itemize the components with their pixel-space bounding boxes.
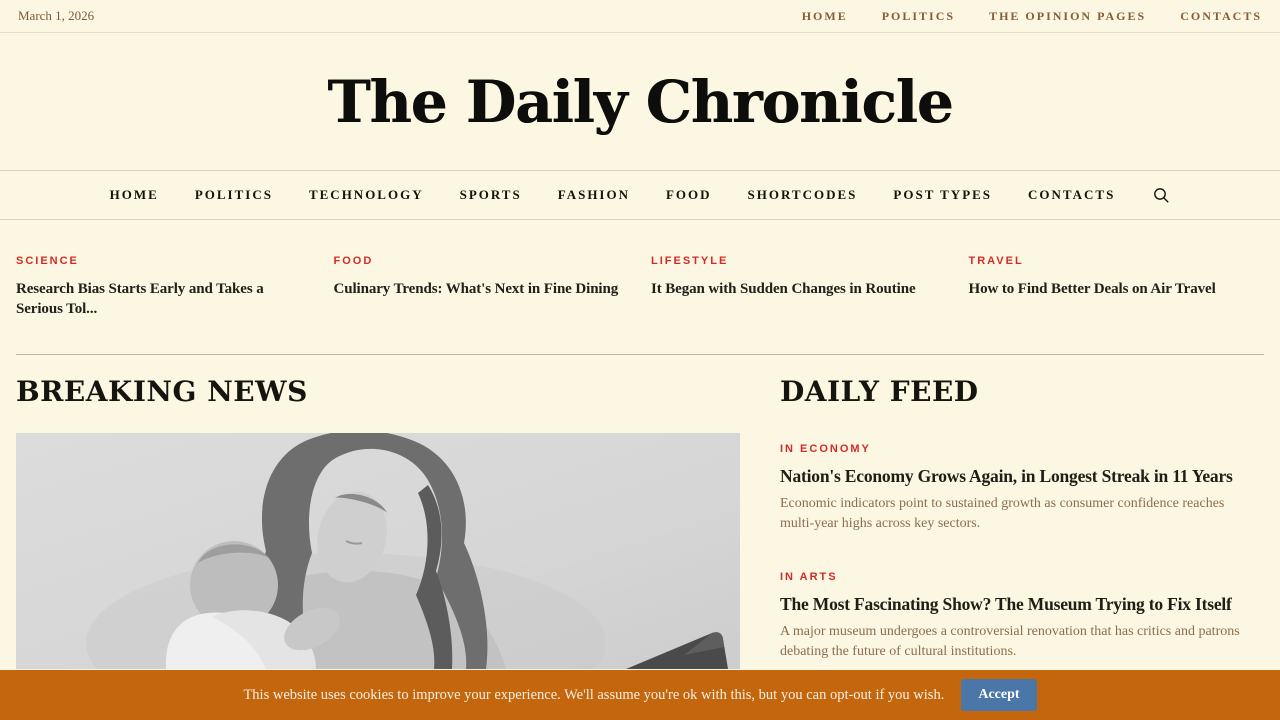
featured-card-travel (969, 251, 1265, 320)
category-link-arts[interactable]: IN ARTS (780, 570, 838, 583)
featured-card-science (16, 251, 312, 320)
nav-sports[interactable]: SPORTS (459, 187, 522, 202)
nav-home[interactable]: HOME (109, 187, 159, 202)
top-utility-bar (0, 0, 1280, 33)
featured-strip (0, 220, 1280, 335)
section-divider (16, 354, 1264, 355)
top-nav-home[interactable]: HOME (801, 8, 848, 23)
category-link-food[interactable]: FOOD (333, 255, 374, 267)
daily-feed-section (780, 375, 1264, 669)
feed-excerpt: A major museum undergoes a controversial renovation that has critics and patrons debating the future of cultural institutions. (780, 623, 1240, 659)
site-title[interactable]: The Daily Chronicle (327, 67, 953, 136)
daily-feed-heading: DAILY FEED (780, 375, 979, 408)
masthead (0, 33, 1280, 170)
featured-headline[interactable]: How to Find Better Deals on Air Travel (968, 281, 1216, 297)
feed-excerpt: Economic indicators point to sustained growth as consumer confidence reaches multi-year highs across key sectors. (780, 496, 1225, 531)
featured-headline[interactable]: Culinary Trends: What's Next in Fine Dining (333, 281, 619, 297)
category-link-science[interactable]: SCIENCE (16, 255, 79, 267)
search-icon[interactable] (1153, 187, 1170, 204)
nav-technology[interactable]: TECHNOLOGY (308, 187, 424, 202)
featured-headline[interactable]: It Began with Sudden Changes in Routine (651, 281, 916, 297)
breaking-news-heading: BREAKING NEWS (16, 375, 308, 408)
top-nav (802, 9, 1262, 24)
nav-fashion[interactable]: FASHION (557, 187, 630, 202)
nav-contacts[interactable]: CONTACTS (1028, 187, 1116, 202)
featured-card-food (334, 251, 630, 320)
feed-headline[interactable]: Nation's Economy Grows Again, in Longest Streak in 11 Years (780, 466, 1233, 486)
current-date: March 1, 2026 (18, 8, 95, 23)
category-link-economy[interactable]: IN ECONOMY (780, 443, 871, 455)
nav-food[interactable]: FOOD (665, 187, 712, 202)
top-nav-contacts[interactable]: CONTACTS (1180, 8, 1262, 23)
top-nav-politics[interactable]: POLITICS (881, 8, 956, 23)
cookie-message: This website uses cookies to improve your experience. We'll assume you're ok with this, but you can opt-out if you wish. (243, 686, 945, 703)
category-link-travel[interactable]: TRAVEL (968, 255, 1024, 267)
featured-card-lifestyle (651, 251, 947, 320)
breaking-news-section (16, 375, 740, 669)
category-link-lifestyle[interactable]: LIFESTYLE (651, 255, 729, 267)
accept-cookies-button[interactable]: Accept (961, 679, 1036, 711)
nav-politics[interactable]: POLITICS (194, 187, 273, 202)
breaking-news-photo[interactable] (16, 433, 740, 669)
feed-headline[interactable]: The Most Fascinating Show? The Museum Trying to Fix Itself (780, 593, 1232, 614)
feed-item-arts (780, 567, 1264, 662)
feed-item-economy (780, 439, 1264, 534)
featured-headline[interactable]: Research Bias Starts Early and Takes a Serious Tol... (16, 281, 264, 317)
cookie-banner (0, 670, 1280, 720)
main-content (0, 336, 1280, 669)
nav-shortcodes[interactable]: SHORTCODES (747, 187, 858, 202)
main-nav (0, 170, 1280, 220)
nav-post-types[interactable]: POST TYPES (893, 187, 993, 202)
top-nav-opinion-pages[interactable]: THE OPINION PAGES (989, 8, 1147, 23)
